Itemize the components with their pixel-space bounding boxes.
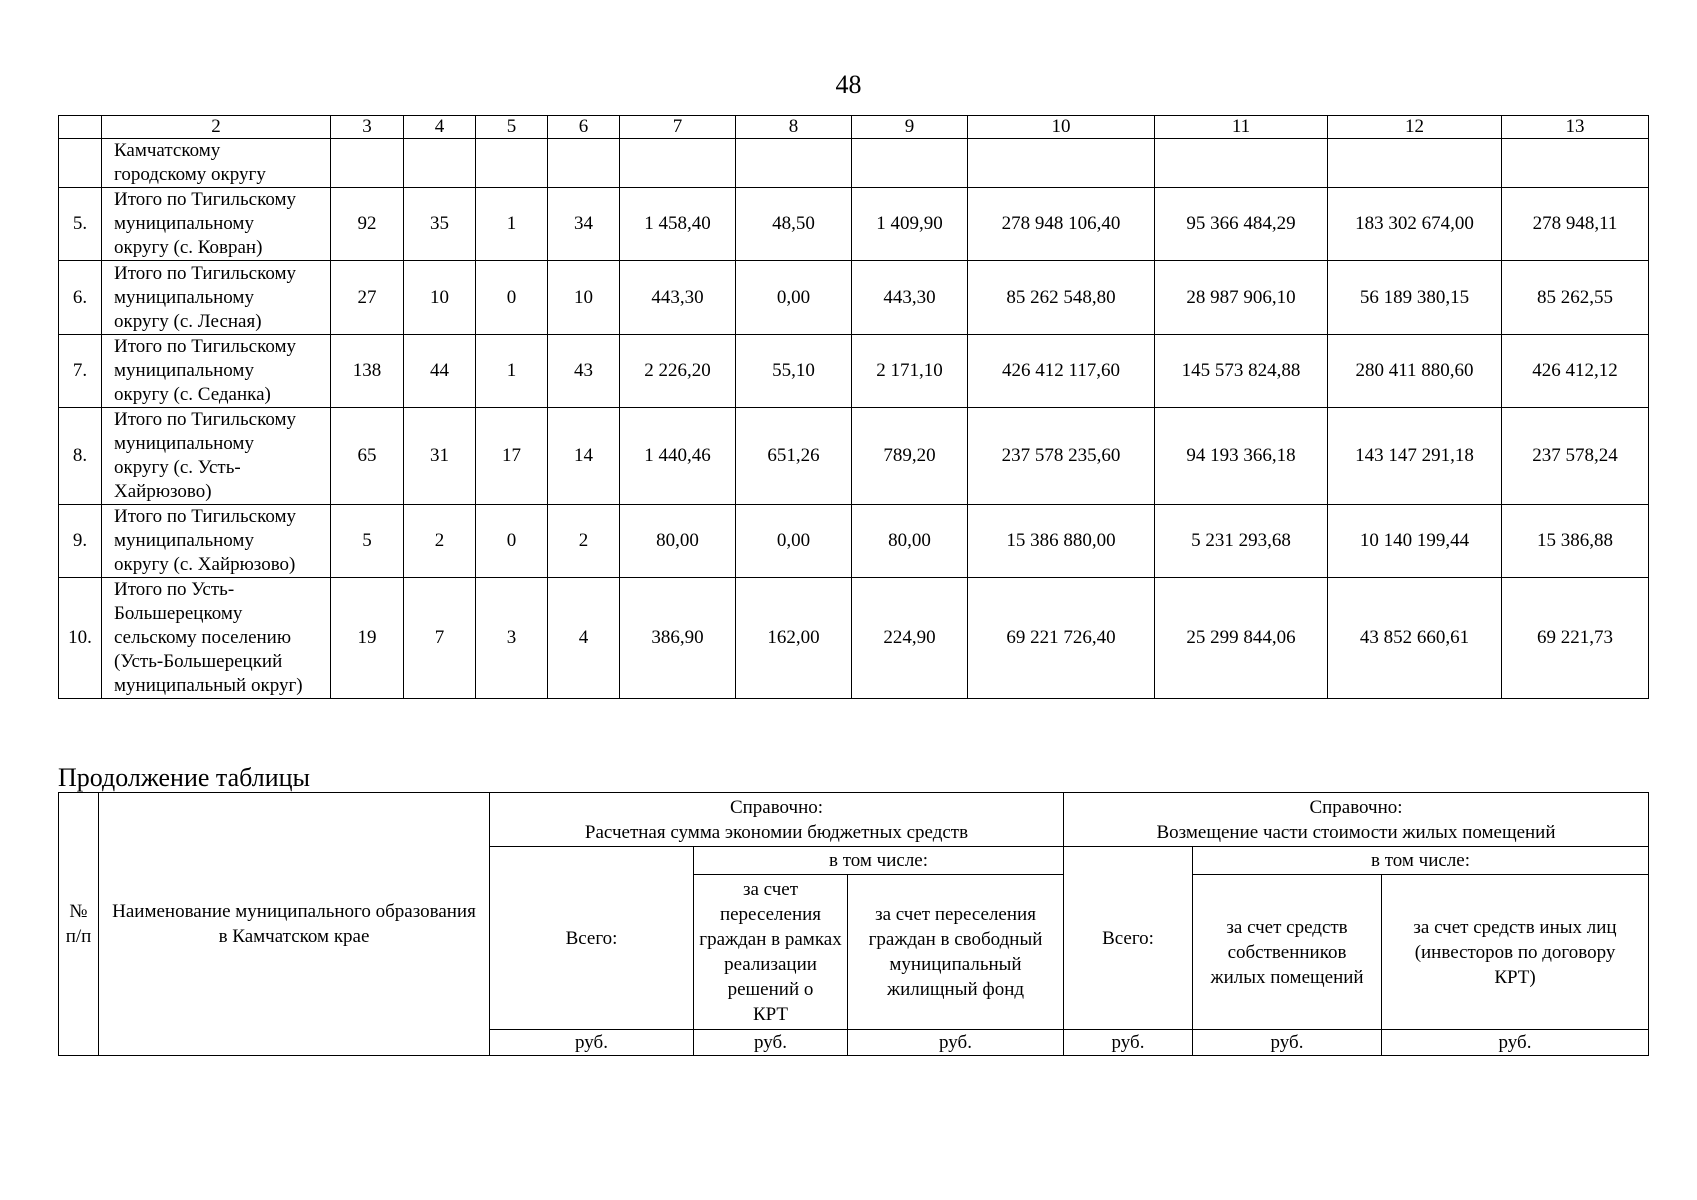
value-cell: 5 231 293,68: [1155, 505, 1328, 578]
value-cell: 92: [331, 188, 404, 261]
unit-cell: руб.: [490, 1030, 694, 1056]
value-cell: 7: [404, 578, 476, 699]
municipality-name-line: муниципальному: [114, 286, 254, 308]
value-cell: 1 458,40: [620, 188, 736, 261]
group-header-housing-compensation: Справочно: Возмещение части стоимости жилых помещений: [1064, 793, 1649, 847]
value-cell: 1: [476, 335, 548, 408]
column-number-cell: 8: [736, 116, 852, 139]
unit-cell: руб.: [1064, 1030, 1193, 1056]
value-cell: [1328, 139, 1502, 188]
value-cell: 789,20: [852, 408, 968, 505]
value-cell: 34: [548, 188, 620, 261]
value-cell: 80,00: [852, 505, 968, 578]
municipality-name-line: округу (с. Ковран): [114, 237, 263, 258]
value-cell: 10: [548, 261, 620, 335]
municipality-name: [102, 505, 331, 578]
col-header-g2-owners: за счет средств собственников жилых помещений: [1193, 875, 1382, 1030]
value-cell: 2: [404, 505, 476, 578]
municipality-name-line: Итого по Тигильскому: [114, 506, 297, 527]
value-cell: 43: [548, 335, 620, 408]
table-row: [59, 139, 1649, 188]
municipality-name-line: Итого по Усть-: [114, 579, 235, 600]
municipality-name-line: Итого по Тигильскому: [114, 409, 297, 430]
value-cell: 80,00: [620, 505, 736, 578]
table-row: [59, 261, 1649, 335]
value-cell: 224,90: [852, 578, 968, 699]
municipality-name-line: Итого по Тигильскому: [114, 262, 297, 284]
value-cell: 1: [476, 188, 548, 261]
col-header-name: [99, 793, 490, 1056]
table-continuation-title: Продолжение таблицы: [58, 763, 310, 792]
column-number-cell: 9: [852, 116, 968, 139]
column-number-cell: 12: [1328, 116, 1502, 139]
value-cell: 25 299 844,06: [1155, 578, 1328, 699]
unit-cell: руб.: [1193, 1030, 1382, 1056]
value-cell: 162,00: [736, 578, 852, 699]
value-cell: 44: [404, 335, 476, 408]
value-cell: 31: [404, 408, 476, 505]
municipality-name: [102, 578, 331, 699]
municipality-name: [102, 139, 331, 188]
municipality-name-line: муниципальный округ): [114, 675, 303, 696]
value-cell: 278 948 106,40: [968, 188, 1155, 261]
row-number: 8.: [59, 408, 102, 505]
value-cell: 426 412 117,60: [968, 335, 1155, 408]
value-cell: 69 221 726,40: [968, 578, 1155, 699]
value-cell: 3: [476, 578, 548, 699]
municipality-name-line: округу (с. Седанка): [114, 384, 271, 405]
row-number: 5.: [59, 188, 102, 261]
value-cell: 15 386 880,00: [968, 505, 1155, 578]
data-table: [58, 115, 1649, 699]
municipality-name-line: округу (с. Усть-: [114, 457, 241, 478]
municipality-name-line: (Усть-Большерецкий: [114, 651, 283, 672]
column-number-cell: 7: [620, 116, 736, 139]
municipality-name-line: муниципальному: [114, 530, 254, 551]
value-cell: 0: [476, 505, 548, 578]
municipality-name-line: городскому округу: [114, 164, 266, 185]
row-number: 9.: [59, 505, 102, 578]
municipality-name-line: Итого по Тигильскому: [114, 336, 297, 357]
row-number: [59, 139, 102, 188]
value-cell: 27: [331, 261, 404, 335]
municipality-name-line: муниципальному: [114, 213, 254, 234]
g2-including-label: в том числе:: [1193, 847, 1649, 875]
value-cell: 651,26: [736, 408, 852, 505]
col-header-g1-total: Всего:: [490, 847, 694, 1030]
value-cell: 56 189 380,15: [1328, 261, 1502, 335]
value-cell: [404, 139, 476, 188]
table-row: [59, 408, 1649, 505]
value-cell: 14: [548, 408, 620, 505]
value-cell: 95 366 484,29: [1155, 188, 1328, 261]
row-number: 6.: [59, 261, 102, 335]
continuation-table-header: [58, 792, 1649, 1056]
municipality-name-line: Хайрюзово): [114, 481, 212, 502]
value-cell: 43 852 660,61: [1328, 578, 1502, 699]
col-header-number: [59, 793, 99, 1056]
value-cell: 10: [404, 261, 476, 335]
municipality-name-line: округу (с. Лесная): [114, 310, 262, 332]
value-cell: 280 411 880,60: [1328, 335, 1502, 408]
value-cell: 15 386,88: [1502, 505, 1649, 578]
value-cell: 85 262,55: [1502, 261, 1649, 335]
municipality-name-line: Итого по Тигильскому: [114, 189, 297, 210]
value-cell: 10 140 199,44: [1328, 505, 1502, 578]
value-cell: [1502, 139, 1649, 188]
value-cell: [476, 139, 548, 188]
column-number-cell: 13: [1502, 116, 1649, 139]
value-cell: 69 221,73: [1502, 578, 1649, 699]
value-cell: 85 262 548,80: [968, 261, 1155, 335]
column-number-row: [59, 116, 1649, 139]
value-cell: 28 987 906,10: [1155, 261, 1328, 335]
municipality-name-line: Большерецкому: [114, 603, 243, 624]
number-header-text: № п/п: [65, 901, 92, 947]
value-cell: 426 412,12: [1502, 335, 1649, 408]
value-cell: 48,50: [736, 188, 852, 261]
col-header-g2-total: Всего:: [1064, 847, 1193, 1030]
municipality-name: [102, 261, 331, 335]
value-cell: 5: [331, 505, 404, 578]
unit-cell: руб.: [1382, 1030, 1649, 1056]
table-row: [59, 578, 1649, 699]
column-number-cell: [59, 116, 102, 139]
g1-including-label: в том числе:: [694, 847, 1064, 875]
row-number: 10.: [59, 578, 102, 699]
value-cell: 0,00: [736, 261, 852, 335]
value-cell: 443,30: [620, 261, 736, 335]
value-cell: 65: [331, 408, 404, 505]
municipality-name-line: Камчатскому: [114, 140, 221, 161]
value-cell: 443,30: [852, 261, 968, 335]
value-cell: 94 193 366,18: [1155, 408, 1328, 505]
value-cell: [1155, 139, 1328, 188]
table-row: [59, 505, 1649, 578]
value-cell: 4: [548, 578, 620, 699]
municipality-name-line: муниципальному: [114, 360, 254, 381]
value-cell: [548, 139, 620, 188]
value-cell: 35: [404, 188, 476, 261]
value-cell: [331, 139, 404, 188]
value-cell: 19: [331, 578, 404, 699]
value-cell: 17: [476, 408, 548, 505]
value-cell: 2 171,10: [852, 335, 968, 408]
name-header-text: Наименование муниципального образования в Камчатском крае: [112, 901, 476, 947]
value-cell: [620, 139, 736, 188]
value-cell: [736, 139, 852, 188]
col-header-g1-municipal-fund: за счет переселения граждан в свободный муниципальный жилищный фонд: [848, 875, 1064, 1030]
column-number-cell: 10: [968, 116, 1155, 139]
value-cell: [968, 139, 1155, 188]
column-number-cell: 4: [404, 116, 476, 139]
value-cell: 237 578 235,60: [968, 408, 1155, 505]
value-cell: 2 226,20: [620, 335, 736, 408]
page-number: 48: [835, 70, 862, 99]
column-number-cell: 6: [548, 116, 620, 139]
municipality-name-line: сельскому поселению: [114, 627, 292, 648]
municipality-name-line: округу (с. Хайрюзово): [114, 554, 296, 575]
municipality-name: [102, 408, 331, 505]
column-number-cell: 3: [331, 116, 404, 139]
col-header-g2-investors: за счет средств иных лиц (инвесторов по договору КРТ): [1382, 875, 1649, 1030]
table-row: [59, 188, 1649, 261]
value-cell: 278 948,11: [1502, 188, 1649, 261]
value-cell: 183 302 674,00: [1328, 188, 1502, 261]
value-cell: 1 440,46: [620, 408, 736, 505]
column-number-cell: 2: [102, 116, 331, 139]
value-cell: 138: [331, 335, 404, 408]
value-cell: 0,00: [736, 505, 852, 578]
value-cell: 0: [476, 261, 548, 335]
value-cell: 2: [548, 505, 620, 578]
row-number: 7.: [59, 335, 102, 408]
value-cell: 386,90: [620, 578, 736, 699]
table-row: [59, 335, 1649, 408]
value-cell: 237 578,24: [1502, 408, 1649, 505]
value-cell: 143 147 291,18: [1328, 408, 1502, 505]
unit-cell: руб.: [694, 1030, 848, 1056]
municipality-name: [102, 335, 331, 408]
col-header-g1-krt: за счет переселения граждан в рамках реализации решений о КРТ: [694, 875, 848, 1030]
group-header-budget-savings: Справочно: Расчетная сумма экономии бюджетных средств: [490, 793, 1064, 847]
value-cell: 55,10: [736, 335, 852, 408]
column-number-cell: 5: [476, 116, 548, 139]
unit-cell: руб.: [848, 1030, 1064, 1056]
municipality-name-line: муниципальному: [114, 433, 254, 454]
municipality-name: [102, 188, 331, 261]
value-cell: [852, 139, 968, 188]
value-cell: 1 409,90: [852, 188, 968, 261]
value-cell: 145 573 824,88: [1155, 335, 1328, 408]
column-number-cell: 11: [1155, 116, 1328, 139]
